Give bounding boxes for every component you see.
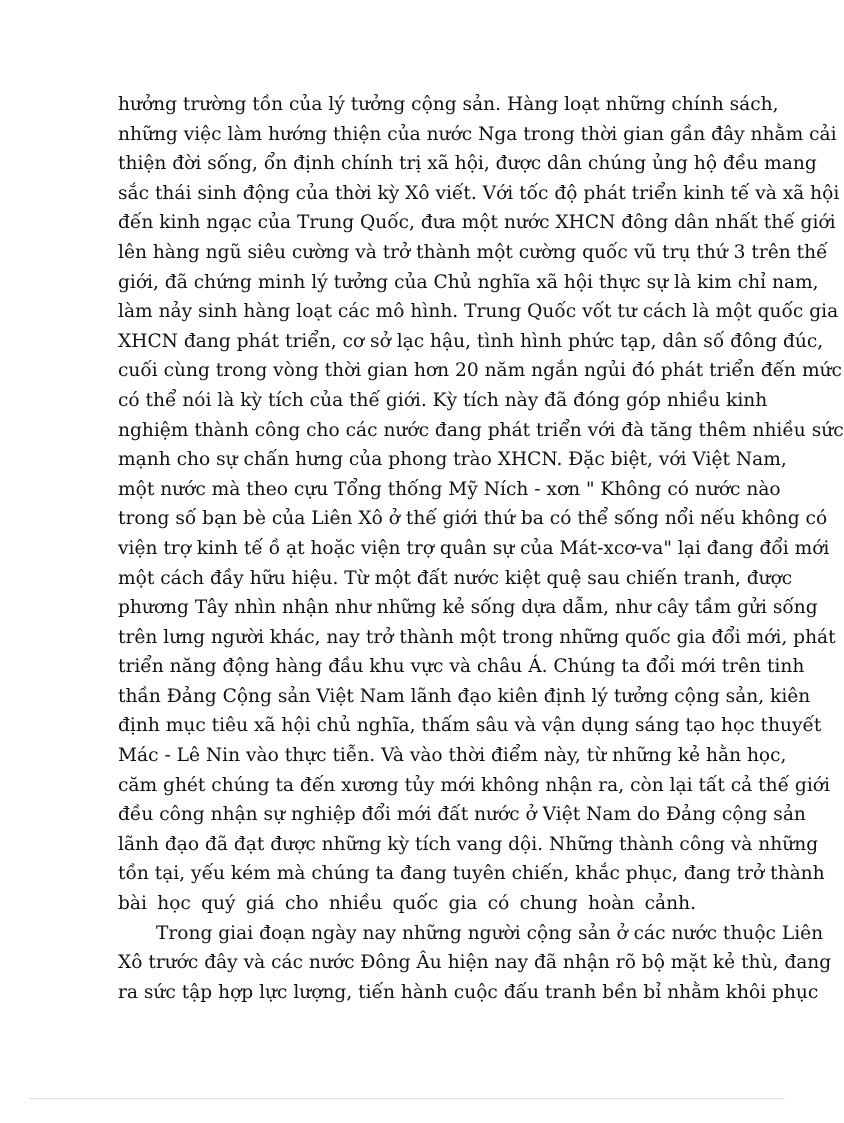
text-line: ra sức tập hợp lực lượng, tiến hành cuộc đấu tranh bền bỉ nhằm khôi phục (118, 981, 819, 1003)
text-line: phương Tây nhìn nhận như những kẻ sống dựa dẫm, như cây tầm gửi sống (118, 597, 818, 619)
text-line: lên hàng ngũ siêu cường và trở thành một cường quốc vũ trụ thứ 3 trên thế (118, 241, 828, 263)
text-line: một cách đầy hữu hiệu. Từ một đất nước kiệt quệ sau chiến tranh, được (118, 567, 793, 589)
text-line: định mục tiêu xã hội chủ nghĩa, thấm sâu và vận dụng sáng tạo học thuyết (118, 715, 822, 737)
text-line: sắc thái sinh động của thời kỳ Xô viết. Với tốc độ phát triển kinh tế và xã hội (118, 182, 840, 204)
text-line: đều công nhận sự nghiệp đổi mới đất nước ở Việt Nam do Đảng cộng sản (118, 804, 806, 826)
text-line: Xô trước đây và các nước Đông Âu hiện nay đã nhận rõ bộ mặt kẻ thù, đang (118, 952, 832, 974)
text-line: mạnh cho sự chấn hưng của phong trào XHCN. Đặc biệt, với Việt Nam, (118, 449, 787, 471)
text-line: làm nảy sinh hàng loạt các mô hình. Trung Quốc vốt tư cách là một quốc gia (118, 301, 839, 323)
text-line: cuối cùng trong vòng thời gian hơn 20 năm ngắn ngủi đó phát triển đến mức (118, 360, 842, 382)
text-line: XHCN đang phát triển, cơ sở lạc hậu, tình hình phức tạp, dân số đông đúc, (118, 330, 824, 352)
page-bottom-divider (30, 1098, 786, 1099)
text-line: những việc làm hướng thiện của nước Nga trong thời gian gần đây nhằm cải (118, 123, 837, 145)
text-line: hưởng trường tồn của lý tưởng cộng sản. Hàng loạt những chính sách, (118, 94, 779, 115)
text-line: giới, đã chứng minh lý tưởng của Chủ nghĩa xã hội thực sự là kim chỉ nam, (118, 271, 819, 293)
text-line: triển năng động hàng đầu khu vực và châu Á. Chúng ta đổi mới trên tinh (118, 656, 805, 678)
text-line: thiện đời sống, ổn định chính trị xã hội, được dân chúng ủng hộ đều mang (118, 153, 817, 175)
text-line: Mác - Lê Nin vào thực tiễn. Và vào thời điểm này, từ những kẻ hằn học, (118, 745, 787, 767)
text-line: thần Đảng Cộng sản Việt Nam lãnh đạo kiên định lý tưởng cộng sản, kiên (118, 685, 811, 707)
text-line: đến kinh ngạc của Trung Quốc, đưa một nước XHCN đông dân nhất thế giới (118, 212, 836, 234)
paragraph-first-line: Trong giai đoạn ngày nay những người cộng sản ở các nước thuộc Liên (156, 922, 824, 944)
text-line: có thể nói là kỳ tích của thế giới. Kỳ tích này đã đóng góp nhiều kinh (118, 389, 768, 411)
text-line: lãnh đạo đã đạt được những kỳ tích vang dội. Những thành công và những (118, 833, 819, 855)
text-line: trên lưng người khác, nay trở thành một trong những quốc gia đổi mới, phát (118, 626, 836, 648)
document-body (118, 90, 844, 1007)
text-line: bài học quý giá cho nhiều quốc gia có chung hoàn cảnh. (118, 893, 696, 915)
text-line: trong số bạn bè của Liên Xô ở thế giới thứ ba có thể sống nổi nếu không có (118, 508, 828, 530)
text-line: tồn tại, yếu kém mà chúng ta đang tuyên chiến, khắc phục, đang trở thành (118, 863, 825, 885)
text-line: một nước mà theo cựu Tổng thống Mỹ Ních - xơn " Không có nước nào (118, 478, 781, 500)
text-line: căm ghét chúng ta đến xương tủy mới không nhận ra, còn lại tất cả thế giới (118, 774, 830, 796)
text-line: nghiệm thành công cho các nước đang phát triển với đà tăng thêm nhiều sức (118, 419, 844, 441)
text-line: viện trợ kinh tế ồ ạt hoặc viện trợ quân sự của Mát-xcơ-va" lại đang đổi mới (118, 537, 830, 559)
